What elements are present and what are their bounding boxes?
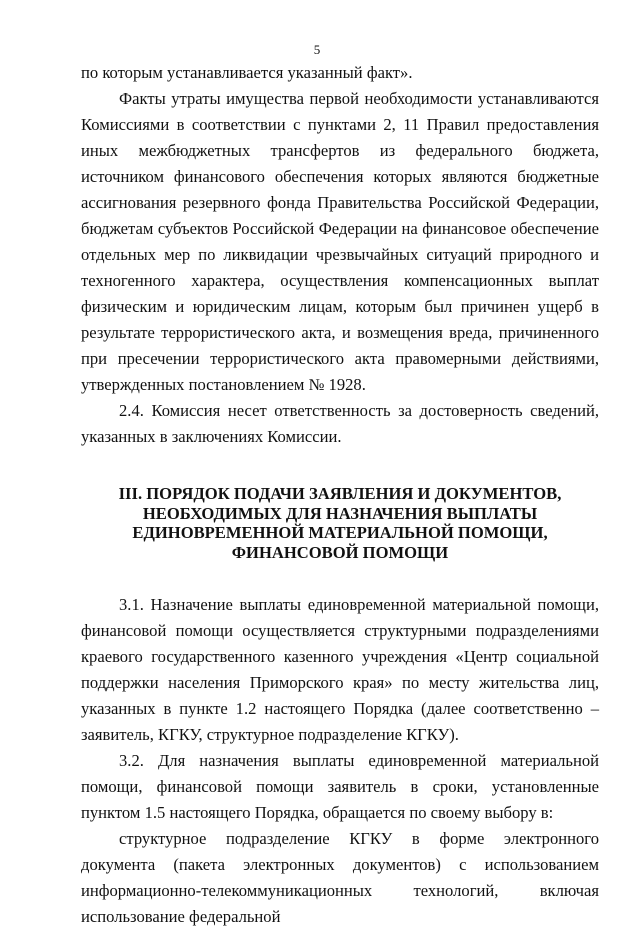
section-heading xyxy=(81,484,599,562)
paragraph-facts-of-loss: Факты утраты имущества первой необходимости устанавливаются Комиссиями в соответствии с пунктами 2, 11 Правил предоставления иных межбюджетных трансфертов из федерального бюджета, источником финансового обеспечения которых являются бюджетные ассигнования резервного фонда Правительства Российской Федерации, бюджетам субъектов Российской Федерации на финансовое обеспечение отдельных мер по ликвидации чрезвычайных ситуаций природного и техногенного характера, осуществления компенсационных выплат физическим и юридическим лицам, которым был причинен ущерб в результате террористического акта, и возмещения вреда, причиненного при пресечении террористического акта правомерными действиями, утвержденных постановлением № 1928. xyxy=(81,89,599,394)
section-heading-line-4: ФИНАНСОВОЙ ПОМОЩИ xyxy=(231,542,449,562)
paragraph-structural-unit: структурное подразделение КГКУ в форме электронного документа (пакета электронных документов) с использованием информационно-телекоммуникационных технологий, включая использование федеральной xyxy=(81,829,599,926)
section-heading-line-3: ЕДИНОВРЕМЕННОЙ МАТЕРИАЛЬНОЙ ПОМОЩИ, xyxy=(132,523,548,542)
section-heading-line-2: НЕОБХОДИМЫХ ДЛЯ НАЗНАЧЕНИЯ ВЫПЛАТЫ xyxy=(142,503,538,523)
document-body xyxy=(81,60,599,930)
paragraph-3-2: 3.2. Для назначения выплаты единовременной материальной помощи, финансовой помощи заявитель в сроки, установленные пунктом 1.5 настоящего Порядка, обращается по своему выбору в: xyxy=(81,751,599,822)
paragraph-continuation: по которым устанавливается указанный факт». xyxy=(81,63,413,82)
page-number: 5 xyxy=(313,42,321,57)
paragraph-3-1: 3.1. Назначение выплаты единовременной материальной помощи, финансовой помощи осуществляется структурными подразделениями краевого государственного казенного учреждения «Центр социальной поддержки населения Приморского края» по месту жительства лиц, указанных в пункте 1.2 настоящего Порядка (далее соответственно – заявитель, КГКУ, структурное подразделение КГКУ). xyxy=(81,595,599,744)
section-heading-line-1: III. ПОРЯДОК ПОДАЧИ ЗАЯВЛЕНИЯ И ДОКУМЕНТОВ, xyxy=(118,484,562,503)
paragraph-2-4: 2.4. Комиссия несет ответственность за достоверность сведений, указанных в заключениях Комиссии. xyxy=(81,401,599,446)
